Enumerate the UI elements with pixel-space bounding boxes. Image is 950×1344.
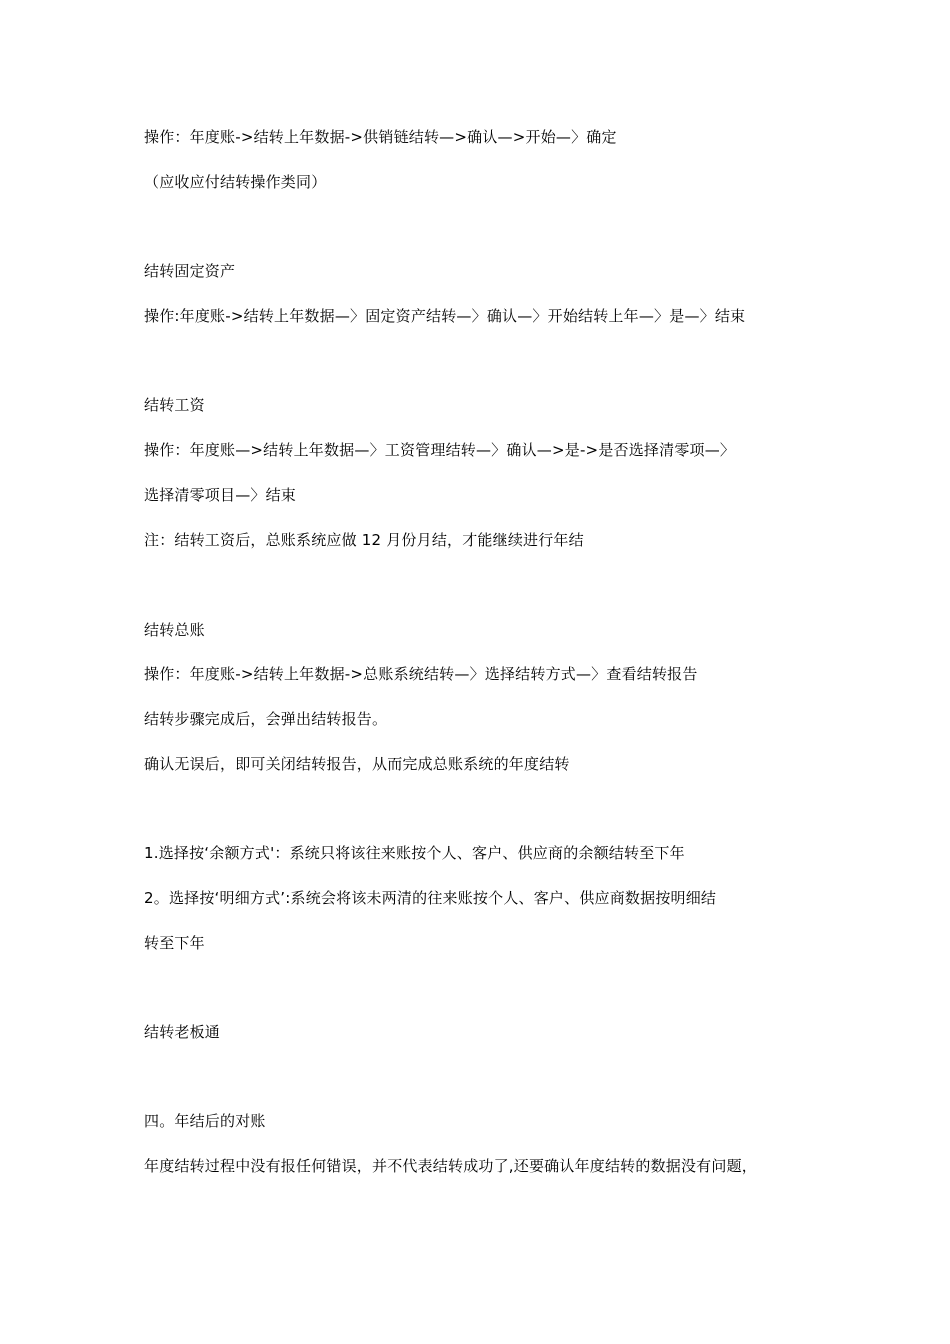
paragraph-payroll-steps-cont: 选择清零项目—〉结束: [144, 486, 297, 504]
heading-general-ledger: 结转总账: [144, 621, 205, 639]
paragraph-receivable-note: （应收应付结转操作类同）: [144, 173, 327, 191]
heading-reconciliation: 四。年结后的对账: [144, 1112, 266, 1130]
paragraph-reconciliation: 年度结转过程中没有报任何错误，并不代表结转成功了,还要确认年度结转的数据没有问题，: [144, 1157, 757, 1175]
heading-boss-link: 结转老板通: [144, 1023, 221, 1041]
paragraph-payroll-steps: 操作：年度账—>结转上年数据—〉工资管理结转—〉确认—>是->是否选择清零项—〉: [144, 441, 736, 459]
heading-fixed-assets: 结转固定资产: [144, 262, 236, 280]
paragraph-ledger-steps: 操作：年度账->结转上年数据->总账系统结转—〉选择结转方式—〉查看结转报告: [144, 665, 698, 683]
paragraph-payroll-note: 注：结转工资后，总账系统应做 12 月份月结，才能继续进行年结: [144, 531, 584, 549]
list-item-detail-method-cont: 转至下年: [144, 934, 205, 952]
list-item-balance-method: 1.选择按‘余额方式'：系统只将该往来账按个人、客户、供应商的余额结转至下年: [144, 844, 685, 862]
heading-payroll: 结转工资: [144, 396, 205, 414]
list-item-detail-method: 2。选择按‘明细方式’:系统会将该未两清的往来账按个人、客户、供应商数据按明细结: [144, 889, 717, 907]
paragraph-supply-chain-steps: 操作：年度账->结转上年数据->供销链结转—>确认—>开始—〉确定: [144, 128, 617, 146]
paragraph-fixed-assets-steps: 操作:年度账->结转上年数据—〉固定资产结转—〉确认—〉开始结转上年—〉是—〉结束: [144, 307, 746, 325]
paragraph-ledger-confirm: 确认无误后，即可关闭结转报告，从而完成总账系统的年度结转: [144, 755, 570, 773]
paragraph-ledger-report: 结转步骤完成后，会弹出结转报告。: [144, 710, 388, 728]
